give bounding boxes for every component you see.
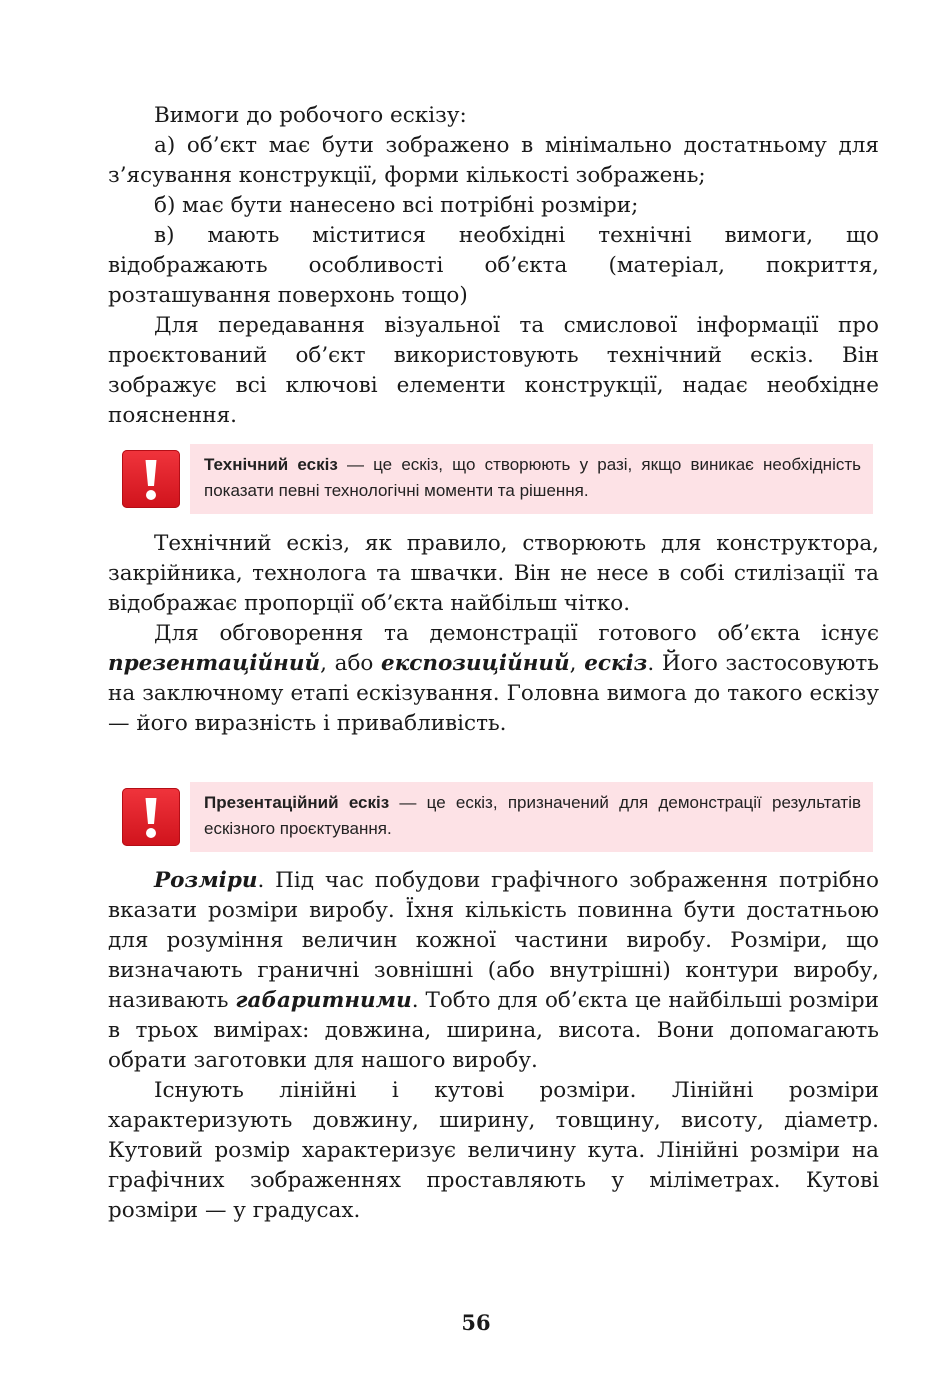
text-block-dimensions: [108, 866, 879, 1226]
text-span: Для обговорення та демонстрації готового об’єкта існує: [154, 621, 879, 646]
definition-text: — це ескіз, що створюють у разі, якщо виникає необхідність показати певні технологічні моменти та рішення.: [204, 455, 861, 500]
term-sketch: ескіз: [584, 651, 648, 676]
exclamation-icon: [122, 450, 180, 508]
definition-box-presentation-sketch: [190, 782, 873, 852]
paragraph: Існують лінійні і кутові розміри. Лінійні розміри характеризують довжину, ширину, товщину, висоту, діаметр. Кутовий розмір характеризує величину кута. Лінійні розміри на графічних зображеннях проставляють у міліметрах. Кутові розміри — у градусах.: [108, 1078, 879, 1223]
text-span: , або: [320, 651, 382, 676]
text-span: . Його застосовують на заключному етапі ескізування. Головна вимога до такого ескізу — його виразність і привабливість.: [108, 651, 879, 736]
paragraph: [108, 866, 879, 1076]
paragraph: Для передавання візуальної та смислової інформації про проєктований об’єкт використовують технічний ескіз. Він зображує всі ключові елементи конструкції, надає необхідне пояснення.: [108, 313, 879, 428]
definition-term: Технічний ескіз: [204, 455, 338, 474]
paragraph: Технічний ескіз, як правило, створюють для конструктора, закрійника, технолога та швачки. Він не несе в собі стилізації та відображає пропорції об’єкта найбільш чітко.: [108, 531, 879, 616]
term-dimensions: Розміри: [154, 868, 258, 893]
paragraph: Вимоги до робочого ескізу:: [154, 103, 467, 128]
paragraph: [108, 619, 879, 739]
term-presentational: презентаційний: [108, 651, 321, 676]
paragraph: а) об’єкт має бути зображено в мінімально достатньому для з’ясування конструкції, форми кількості зображень;: [108, 133, 879, 188]
text-span: ,: [569, 651, 585, 676]
text-block-requirements: [108, 101, 879, 431]
paragraph: б) має бути нанесено всі потрібні розміри;: [154, 193, 639, 218]
text-span: . Тобто для об’єкта це найбільші розміри в трьох вимірах: довжина, ширина, висота. Вони допомагають обрати заготовки для нашого виробу.: [108, 988, 880, 1073]
term-expositional: експозиційний: [381, 651, 570, 676]
definition-term: Презентаційний ескіз: [204, 793, 390, 812]
page-number: 56: [461, 1310, 491, 1335]
text-block-sketch-types: [108, 529, 879, 739]
paragraph: в) мають міститися необхідні технічні вимоги, що відображають особливості об’єкта (матеріал, покриття, розташування поверхонь тощо): [108, 223, 879, 308]
exclamation-icon: [122, 788, 180, 846]
text-span: . Під час побудови графічного зображення потрібно вказати розміри виробу. Їхня кількість повинна бути достатньою для розуміння величин кожної частини виробу. Розміри, що визначають граничні зовнішні (або внутрішні) контури виробу, називають: [108, 868, 879, 1013]
term-overall: габаритними: [235, 988, 412, 1013]
definition-box-technical-sketch: [190, 444, 873, 514]
definition-text: — це ескіз, призначений для демонстрації результатів ескізного проєктування.: [204, 793, 861, 838]
